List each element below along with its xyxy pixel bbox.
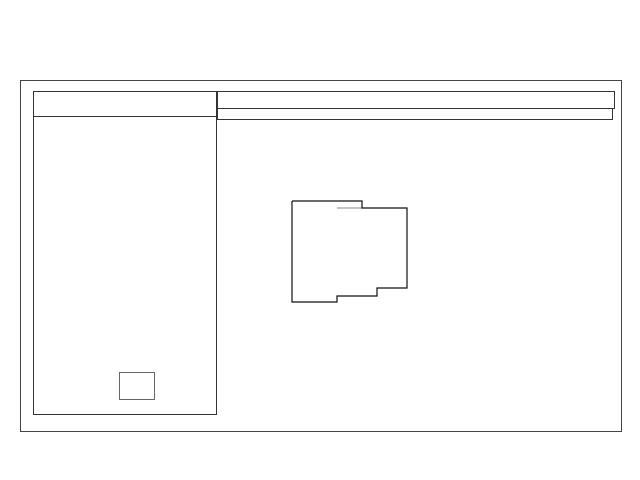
survey-title	[217, 91, 615, 109]
plan-outline	[292, 201, 407, 302]
floor-plan-sheet	[20, 80, 622, 432]
stamp-box	[119, 372, 155, 400]
signature-row	[34, 92, 216, 117]
building-info-table	[33, 91, 217, 415]
survey-panel	[217, 91, 613, 413]
floor-plan-drawing	[282, 196, 432, 316]
survey-subtitle	[217, 108, 613, 120]
